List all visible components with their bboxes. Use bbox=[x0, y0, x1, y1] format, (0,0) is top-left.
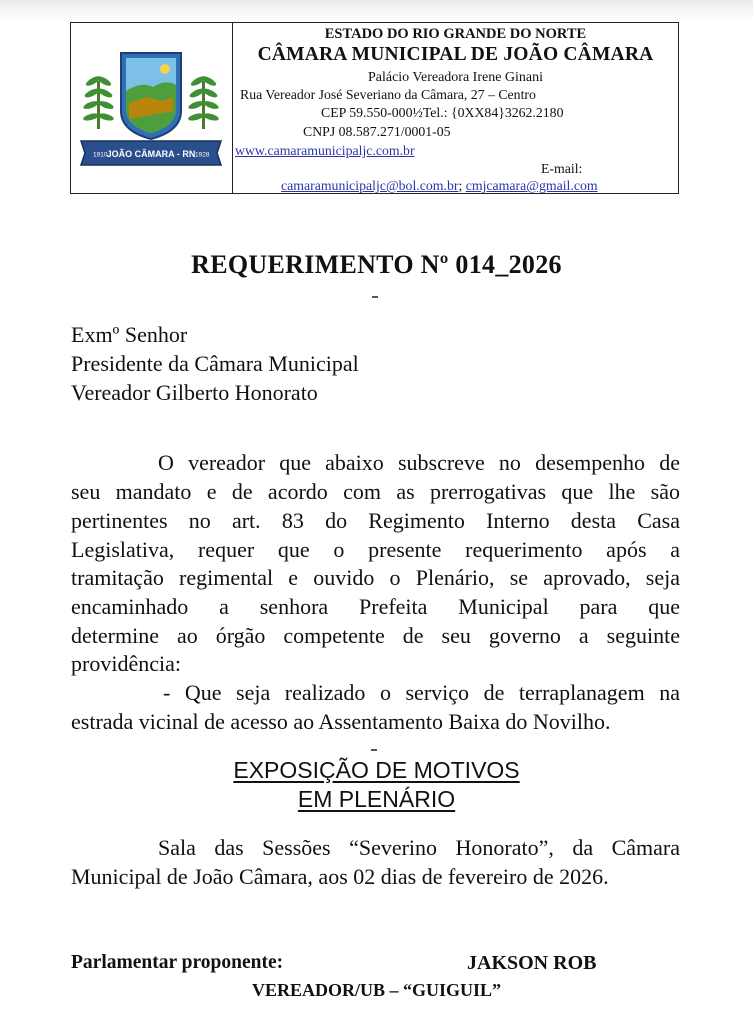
email-link-1[interactable]: camaramunicipaljc@bol.com.br bbox=[281, 178, 459, 193]
body-line: O vereador que abaixo subscreve no desempenho de bbox=[158, 450, 680, 475]
addressee-line: Vereador Gilberto Honorato bbox=[71, 380, 318, 405]
signature-name: JAKSON ROB bbox=[467, 952, 597, 974]
chamber-name: CÂMARA MUNICIPAL DE JOÃO CÂMARA bbox=[257, 44, 654, 65]
cnpj: CNPJ 08.587.271/0001-05 bbox=[303, 124, 451, 139]
email-line bbox=[281, 178, 598, 194]
email-label: E-mail: bbox=[541, 161, 583, 176]
signature-role: VEREADOR/UB – “GUIGUIL” bbox=[251, 980, 502, 1000]
logo-banner-text: JOÃO CÂMARA - RN bbox=[106, 149, 196, 159]
cep-phone: CEP 59.550-000½Tel.: {0XX84}3262.2180 bbox=[321, 105, 564, 120]
exposition-title: EXPOSIÇÃO DE MOTIVOS bbox=[233, 757, 520, 783]
divider-mark bbox=[372, 296, 378, 298]
body-line: pertinentes no art. 83 do Regimento Interno desta Casa bbox=[71, 508, 680, 533]
closing-line: Municipal de João Câmara, aos 02 dias de fevereiro de 2026. bbox=[71, 864, 609, 889]
body-line: seu mandato e de acordo com as prerrogativas que lhe são bbox=[71, 479, 680, 504]
letterhead-info bbox=[233, 23, 678, 193]
exposition-subtitle: EM PLENÁRIO bbox=[297, 786, 456, 812]
addressee-line: Exmº Senhor bbox=[71, 322, 188, 347]
request-line: - Que seja realizado o serviço de terraplanagem na bbox=[163, 680, 680, 705]
body-line: Legislativa, requer que o presente requerimento após a bbox=[71, 537, 680, 562]
logo-cell bbox=[71, 23, 233, 193]
website-line bbox=[235, 143, 415, 159]
state-name: ESTADO DO RIO GRANDE DO NORTE bbox=[324, 26, 587, 42]
logo-year-right: 1928 bbox=[195, 151, 210, 159]
signature-label: Parlamentar proponente: bbox=[71, 952, 284, 973]
request-line: estrada vicinal de acesso ao Assentamento Baixa do Novilho. bbox=[71, 709, 611, 734]
closing-line: Sala das Sessões “Severino Honorato”, da Câmara bbox=[158, 835, 680, 860]
body-line: determine ao órgão competente de seu governo a seguinte bbox=[71, 623, 680, 648]
body-line: encaminhado a senhora Prefeita Municipal para que bbox=[71, 594, 680, 619]
street-address: Rua Vereador José Severiano da Câmara, 27 – Centro bbox=[240, 87, 536, 102]
letterhead bbox=[70, 22, 679, 194]
coat-of-arms-icon bbox=[71, 23, 231, 193]
body-line: tramitação regimental e ouvido o Plenário, se aprovado, seja bbox=[71, 565, 680, 590]
email-separator: ; bbox=[458, 178, 463, 193]
logo-year-left: 1910 bbox=[93, 151, 108, 159]
addressee-line: Presidente da Câmara Municipal bbox=[71, 351, 359, 376]
body-line: providência: bbox=[71, 651, 181, 676]
email-link-2[interactable]: cmjcamara@gmail.com bbox=[465, 178, 598, 193]
document-title: REQUERIMENTO Nº 014_2026 bbox=[191, 250, 562, 279]
website-link[interactable]: www.camaramunicipaljc.com.br bbox=[235, 143, 415, 158]
divider-mark bbox=[371, 749, 377, 751]
palace-name: Palácio Vereadora Irene Ginani bbox=[367, 70, 544, 85]
